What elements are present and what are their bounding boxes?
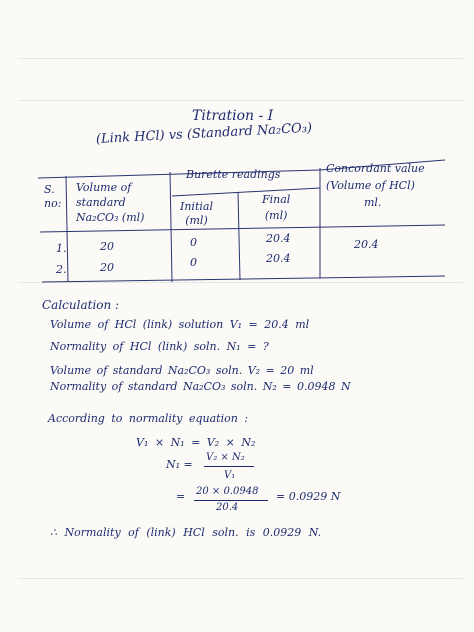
header-initial-line2: (ml) (185, 214, 208, 227)
calc-line-n2: Normality of standard Na₂CO₃ soln. N₂ = 0.0948 N (50, 380, 351, 393)
equation-sub-denominator: 20.4 (216, 502, 239, 513)
header-concordant-line2: (Volume of HCl) (326, 179, 415, 192)
header-final (262, 192, 290, 224)
page-subtitle: (Link HCl) vs (Standard Na₂CO₃) (95, 120, 313, 147)
row2-final: 20.4 (266, 252, 291, 265)
conclusion: ∴ Normality of (link) HCl soln. is 0.0929 N. (50, 526, 322, 539)
row1-volume: 20 (100, 240, 114, 253)
fraction-bar (194, 500, 268, 501)
equation-sub-lhs: = (176, 490, 186, 503)
equation-n1-denominator: V₁ (224, 470, 236, 481)
header-final-line1: Final (262, 193, 291, 206)
fraction-bar (204, 466, 254, 467)
header-volume-line3: Na₂CO₃ (ml) (76, 211, 145, 224)
page-title: Titration - I (192, 108, 274, 124)
header-volume (76, 180, 144, 225)
equation-n1-lhs: N₁ = (166, 458, 193, 471)
row1-final: 20.4 (266, 232, 291, 245)
row2-volume: 20 (100, 261, 114, 274)
header-sno (44, 183, 61, 211)
header-sno-line2: no: (44, 197, 62, 210)
equation-result: = 0.0929 N (276, 490, 341, 503)
header-concordant-line1: Concordant value (326, 162, 425, 175)
header-initial (180, 200, 213, 228)
header-final-line2: (ml) (264, 209, 288, 222)
header-concordant-line3: ml. (364, 196, 382, 209)
concordant-value: 20.4 (354, 238, 379, 251)
header-sno-line1: S. (44, 183, 55, 196)
row1-initial: 0 (190, 236, 197, 249)
header-initial-line1: Initial (180, 200, 213, 213)
row2-sno: 2. (56, 263, 67, 276)
calc-line-v2: Volume of standard Na₂CO₃ soln. V₂ = 20 ml (50, 364, 314, 377)
calc-heading: Calculation : (42, 298, 120, 312)
calc-line-v1: Volume of HCl (link) solution V₁ = 20.4 ml (50, 318, 310, 331)
header-concordant (326, 160, 425, 211)
calc-line-equation-label: According to normality equation : (48, 412, 249, 425)
header-burette: Burette readings (186, 168, 281, 181)
equation-normality: V₁ × N₁ = V₂ × N₂ (136, 436, 256, 449)
header-volume-line2: standard (76, 196, 126, 209)
row2-initial: 0 (190, 256, 197, 269)
equation-sub-numerator: 20 × 0.0948 (196, 486, 259, 497)
equation-n1-numerator: V₂ × N₂ (206, 452, 245, 463)
header-volume-line1: Volume of (76, 181, 132, 194)
calc-line-n1: Normality of HCl (link) soln. N₁ = ? (50, 340, 269, 353)
row1-sno: 1. (56, 242, 67, 255)
